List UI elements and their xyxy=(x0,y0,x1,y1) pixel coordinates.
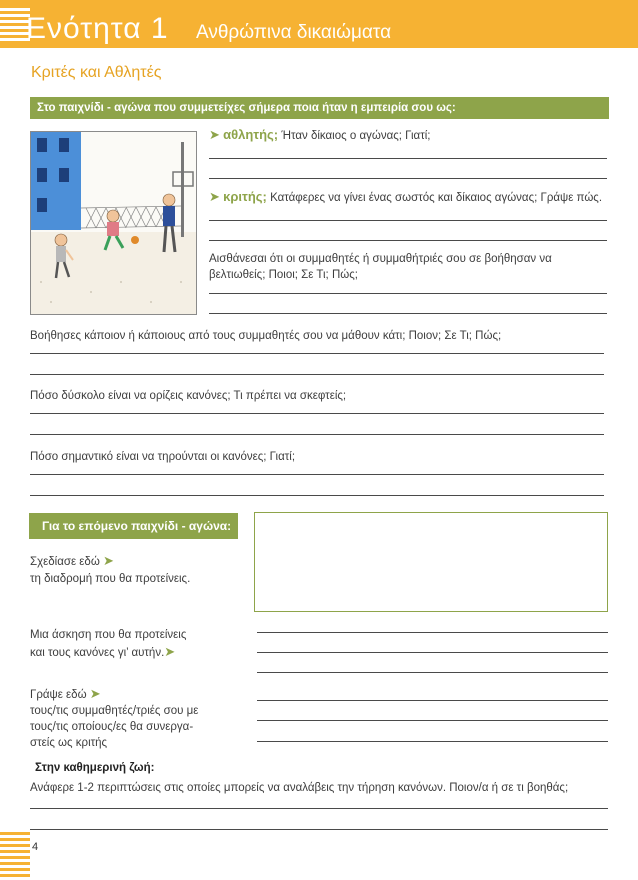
next-game-bar: Για το επόμενο παιχνίδι - αγώνα: xyxy=(29,513,238,539)
answer-line[interactable] xyxy=(209,220,607,221)
write-instruction xyxy=(30,686,101,703)
page-number: 4 xyxy=(32,841,39,853)
header-banner xyxy=(0,0,638,48)
answer-line[interactable] xyxy=(30,829,608,830)
draw-instruction xyxy=(30,553,114,570)
unit-title: Ενότητα 1 xyxy=(26,12,169,45)
answer-line[interactable] xyxy=(257,632,608,633)
green-arrow-icon: ➤ xyxy=(209,127,220,142)
write-description-2: τους/τις οποίους/ες θα συνεργα- xyxy=(30,721,194,733)
helped-others-question: Βοήθησες κάποιον ή κάποιους από τους συμμαθητές σου να μάθουν κάτι; Ποιον; Σε Τι; Πώς; xyxy=(30,330,502,342)
draw-label: Σχεδίασε εδώ xyxy=(30,556,100,568)
answer-line[interactable] xyxy=(30,353,604,354)
daily-life-heading: Στην καθημερινή ζωή: xyxy=(35,762,155,774)
answer-line[interactable] xyxy=(209,178,607,179)
answer-line[interactable] xyxy=(30,374,604,375)
judge-question: Κατάφερες να γίνει ένας σωστός και δίκαιος αγώνας; Γράψε πώς. xyxy=(270,192,603,204)
answer-line[interactable] xyxy=(209,240,607,241)
athlete-question-row xyxy=(209,127,431,144)
answer-line[interactable] xyxy=(257,741,608,742)
write-description-3: στείς ως κριτής xyxy=(30,737,108,749)
write-label: Γράψε εδώ xyxy=(30,689,87,701)
answer-line[interactable] xyxy=(209,313,607,314)
answer-line[interactable] xyxy=(209,293,607,294)
unit-subtitle: Ανθρώπινα δικαιώματα xyxy=(196,22,392,43)
draw-description: τη διαδρομή που θα προτείνεις. xyxy=(30,573,191,585)
answer-line[interactable] xyxy=(257,672,608,673)
answer-line[interactable] xyxy=(30,474,604,475)
green-arrow-icon: ➤ xyxy=(103,553,114,568)
green-arrow-icon: ➤ xyxy=(164,644,176,659)
judge-label: κριτής; xyxy=(223,189,267,204)
answer-line[interactable] xyxy=(30,495,604,496)
footer-stripes-decoration xyxy=(0,832,30,880)
exercise-text: και τους κανόνες γι’ αυτήν. xyxy=(30,647,165,659)
answer-line[interactable] xyxy=(30,434,604,435)
prompt-bar: Στο παιχνίδι - αγώνα που συμμετείχες σήμερα ποια ήταν η εμπειρία σου ως: xyxy=(30,97,609,119)
daily-life-question: Ανάφερε 1-2 περιπτώσεις στις οποίες μπορείς να αναλάβεις την τήρηση κανόνων. Ποιον/α ή σε τι βοηθάς; xyxy=(30,782,569,794)
section-title: Κριτές και Αθλητές xyxy=(31,64,162,81)
write-description-1: τους/τις συμμαθητές/τριές σου με xyxy=(30,705,199,717)
judge-question-row xyxy=(209,189,602,206)
answer-line[interactable] xyxy=(30,413,604,414)
green-arrow-icon: ➤ xyxy=(209,189,220,204)
answer-line[interactable] xyxy=(257,720,608,721)
answer-line[interactable] xyxy=(257,652,608,653)
green-arrow-icon: ➤ xyxy=(89,686,101,701)
answer-line[interactable] xyxy=(209,158,607,159)
sports-illustration xyxy=(30,131,197,315)
helped-feel-question: Αισθάνεσαι ότι οι συμμαθητές ή συμμαθήτριές σου σε βοήθησαν να βελτιωθείς; Ποιοι; Σε Τι; Πώς; xyxy=(209,253,552,281)
rules-difficulty-question: Πόσο δύσκολο είναι να ορίζεις κανόνες; Τι πρέπει να σκεφτείς; xyxy=(30,390,347,402)
rules-importance-question: Πόσο σημαντικό είναι να τηρούνται οι κανόνες; Γιατί; xyxy=(30,451,296,463)
drawing-box[interactable] xyxy=(254,512,608,612)
athlete-question: Ήταν δίκαιος ο αγώνας; Γιατί; xyxy=(281,130,431,142)
exercise-label: Μια άσκηση που θα προτείνεις xyxy=(30,629,187,641)
athlete-label: αθλητής; xyxy=(223,127,279,142)
answer-line[interactable] xyxy=(30,808,608,809)
exercise-description xyxy=(30,644,175,661)
answer-line[interactable] xyxy=(257,700,608,701)
